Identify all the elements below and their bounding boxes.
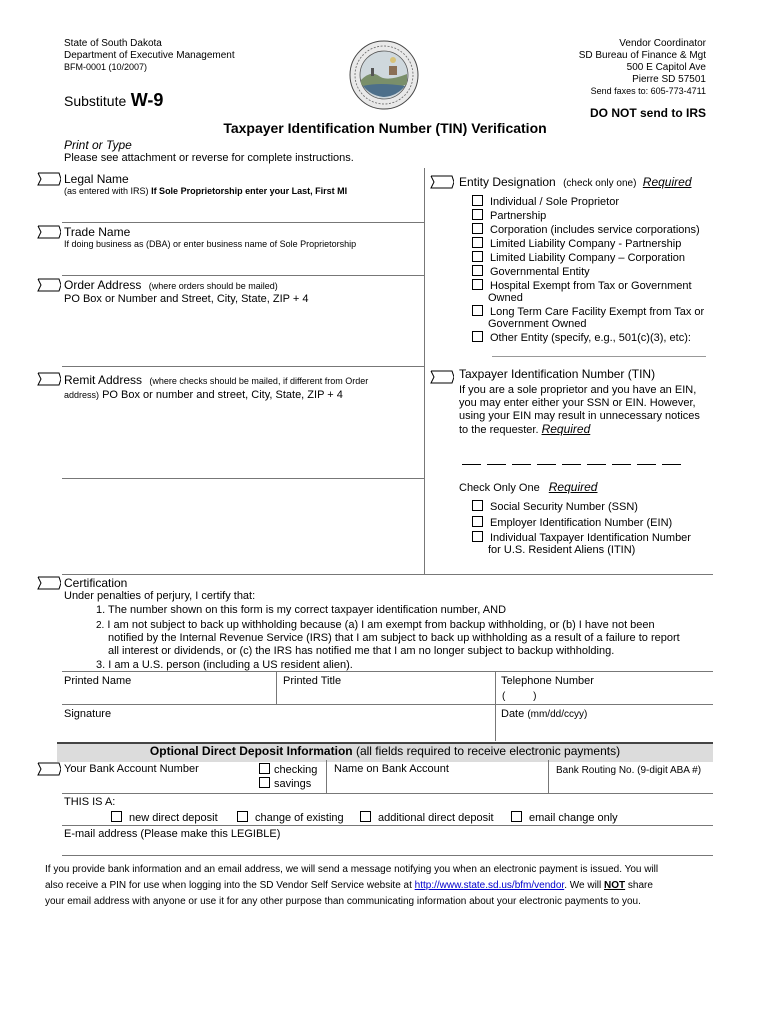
deposit-type-new[interactable]: new direct deposit (111, 811, 218, 825)
footer-line: If you provide bank information and an email address, we will send a message notifying you when an electronic payment is issued. You will (45, 864, 659, 875)
arrow-marker-icon (37, 172, 61, 186)
remit-address-note: (where checks should be mailed, if different from Order (149, 376, 369, 386)
tin-type-header (459, 481, 597, 495)
this-is-a-label: THIS IS A: (64, 796, 116, 808)
other-entity-specify-line[interactable] (492, 356, 706, 357)
instructions-note: Please see attachment or reverse for complete instructions. (64, 152, 354, 164)
tin-option-ssn[interactable]: Social Security Number (SSN) (472, 500, 638, 514)
certification-item-3: 3. I am a U.S. person (including a US resident alien). (96, 659, 353, 671)
checkbox[interactable] (472, 279, 483, 290)
remit-address-hint-row (64, 389, 343, 402)
signature-field[interactable] (64, 722, 490, 740)
certification-label: Certification (64, 576, 128, 590)
tin-instruction-line: If you are a sole proprietor and you have an EIN, (459, 384, 697, 396)
printed-name-label: Printed Name (64, 675, 132, 687)
checkbox[interactable] (472, 531, 483, 542)
entity-required-label: Required (642, 175, 692, 189)
email-field[interactable] (64, 842, 710, 854)
entity-option-llc-partnership[interactable]: Limited Liability Company - Partnership (472, 237, 681, 251)
arrow-marker-icon (430, 175, 454, 189)
printed-name-field[interactable] (64, 689, 272, 703)
printed-title-label: Printed Title (283, 675, 342, 687)
check-only-one-label: Check Only One (459, 482, 540, 494)
footer-line: also receive a PIN for use when logging into the SD Vendor Self Service website at http://www.state.sd.us/bfm/vendor. We will NOT share (45, 880, 653, 891)
telephone-label: Telephone Number (501, 675, 594, 687)
date-label-row (501, 708, 587, 721)
entity-option-llc-corporation[interactable]: Limited Liability Company – Corporation (472, 251, 685, 265)
certification-item-2-cont: notified by the Internal Revenue Service (IRS) that I am subject to back up withholding as a result of a failure to report (108, 632, 680, 644)
name-on-account-field[interactable] (334, 777, 544, 791)
trade-name-field[interactable] (64, 250, 422, 274)
legal-name-hint (64, 186, 347, 196)
order-address-field[interactable] (64, 308, 422, 364)
tin-instruction-line: you may enter either your SSN or EIN. However, (459, 397, 696, 409)
remit-address-hint: PO Box or number and street, City, State, ZIP + 4 (102, 389, 343, 401)
arrow-marker-icon (37, 762, 61, 776)
deposit-type-email-change[interactable]: email change only (511, 811, 618, 825)
legal-name-label: Legal Name (64, 172, 129, 186)
address-line: SD Bureau of Finance & Mgt (578, 50, 706, 61)
remit-address-label: Remit Address (64, 373, 143, 387)
email-label: E-mail address (Please make this LEGIBLE) (64, 828, 281, 840)
agency-block (64, 38, 304, 72)
address-line: 500 E Capitol Ave (626, 62, 706, 73)
deposit-type-change[interactable]: change of existing (237, 811, 344, 825)
checkbox[interactable] (472, 265, 483, 276)
form-identifier (64, 90, 163, 111)
order-address-note: (where orders should be mailed) (148, 281, 278, 291)
checkbox[interactable] (472, 251, 483, 262)
legal-name-hint-bold: If Sole Proprietorship enter your Last, First MI (151, 186, 348, 196)
trade-name-hint: If doing business as (DBA) or enter business name of Sole Proprietorship (64, 239, 357, 249)
entity-option-hospital[interactable]: Hospital Exempt from Tax or Government (472, 279, 692, 293)
vendor-coordinator-address (520, 38, 706, 96)
remit-address-field[interactable] (64, 405, 422, 475)
certification-item-1: 1. The number shown on this form is my correct taxpayer identification number, AND (96, 604, 507, 616)
arrow-marker-icon (37, 576, 61, 590)
arrow-marker-icon (37, 278, 61, 292)
account-type-savings[interactable]: savings (259, 777, 311, 791)
legal-name-hint-plain: (as entered with IRS) (64, 186, 149, 196)
entity-designation-header (459, 175, 692, 190)
certification-item-2: 2. I am not subject to back up withholding because (a) I am exempt from backup withholding, or (b) I have not been (96, 619, 655, 631)
tin-digit-entry[interactable] (462, 452, 687, 470)
state-seal-logo (349, 40, 419, 110)
checkbox[interactable] (259, 763, 270, 774)
bank-account-label: Your Bank Account Number (64, 763, 199, 775)
arrow-marker-icon (37, 372, 61, 386)
print-or-type: Print or Type (64, 138, 132, 152)
agency-department: Department of Executive Management (64, 50, 235, 61)
checkbox[interactable] (511, 811, 522, 822)
tin-option-ein[interactable]: Employer Identification Number (EIN) (472, 516, 672, 530)
address-line: Vendor Coordinator (619, 38, 706, 49)
tin-option-itin[interactable]: Individual Taxpayer Identification Number (472, 531, 691, 545)
checkbox[interactable] (472, 500, 483, 511)
fax-number: Send faxes to: 605-773-4711 (590, 86, 706, 96)
remit-address-note-cont: address) (64, 390, 100, 400)
entity-option-long-term-care-cont: Government Owned (488, 318, 587, 330)
routing-number-label: Bank Routing No. (9-digit ABA #) (556, 765, 702, 776)
checkbox[interactable] (472, 237, 483, 248)
checkbox[interactable] (259, 777, 270, 788)
date-format-hint: (mm/dd/ccyy) (527, 709, 588, 720)
tin-instruction-line: to the requester. (459, 424, 539, 436)
footer-notice (45, 862, 735, 910)
order-address-hint: PO Box or Number and Street, City, State, ZIP + 4 (64, 293, 309, 305)
entity-designation-label: Entity Designation (459, 175, 556, 189)
do-not-send-notice: DO NOT send to IRS (589, 106, 706, 120)
checkbox[interactable] (472, 516, 483, 527)
entity-option-corporation[interactable]: Corporation (includes service corporations) (472, 223, 700, 237)
order-address-label: Order Address (64, 278, 142, 292)
checkbox[interactable] (111, 811, 122, 822)
address-line: Pierre SD 57501 (632, 74, 706, 85)
deposit-type-additional[interactable]: additional direct deposit (360, 811, 494, 825)
footer-line: your email address with anyone or use it for any other purpose than communicating information about your electronic payments to you. (45, 896, 641, 907)
telephone-field[interactable]: ( ) (502, 691, 537, 702)
bank-account-field[interactable] (64, 777, 254, 791)
routing-number-field[interactable] (556, 777, 708, 791)
tin-instruction-line: using your EIN may result in unnecessary notices (459, 410, 700, 422)
remit-address-label-row (64, 373, 368, 387)
signature-label: Signature (64, 708, 112, 720)
tin-option-itin-cont: for U.S. Resident Aliens (ITIN) (488, 544, 636, 556)
w9-label: W-9 (130, 90, 164, 110)
checkbox[interactable] (360, 811, 371, 822)
direct-deposit-title-note: (all fields required to receive electronic payments) (355, 744, 621, 758)
entity-option-individual[interactable]: Individual / Sole Proprietor (472, 195, 619, 209)
date-field[interactable] (501, 722, 709, 740)
arrow-marker-icon (37, 225, 61, 239)
checkbox[interactable] (472, 305, 483, 316)
checkbox[interactable] (237, 811, 248, 822)
date-label: Date (501, 708, 525, 720)
vendor-self-service-link[interactable]: http://www.state.sd.us/bfm/vendor (414, 880, 565, 891)
entity-option-partnership[interactable]: Partnership (472, 209, 546, 223)
page-title: Taxpayer Identification Number (TIN) Verification (223, 120, 547, 136)
entity-option-governmental[interactable]: Governmental Entity (472, 265, 590, 279)
not-emphasis: NOT (604, 880, 626, 891)
arrow-marker-icon (430, 370, 454, 384)
printed-title-field[interactable] (283, 689, 491, 703)
account-type-checking[interactable]: checking (259, 763, 317, 777)
legal-name-field[interactable] (64, 196, 422, 221)
tin-type-required-label: Required (548, 480, 598, 494)
trade-name-label: Trade Name (64, 225, 131, 239)
entity-option-hospital-cont: Owned (488, 292, 523, 304)
tin-label: Taxpayer Identification Number (TIN) (459, 367, 656, 381)
substitute-label: Substitute (64, 93, 127, 109)
checkbox[interactable] (472, 195, 483, 206)
tin-required-label: Required (541, 422, 591, 436)
checkbox[interactable] (472, 331, 483, 342)
direct-deposit-title (57, 744, 713, 758)
name-on-account-label: Name on Bank Account (334, 763, 449, 775)
checkbox[interactable] (472, 209, 483, 220)
entity-option-long-term-care[interactable]: Long Term Care Facility Exempt from Tax or (472, 305, 704, 319)
certification-intro: Under penalties of perjury, I certify that: (64, 590, 256, 602)
certification-item-2-cont: all interest or dividends, or (c) the IRS has notified me that I am no longer subject to backup withholding. (108, 645, 615, 657)
agency-state: State of South Dakota (64, 38, 162, 49)
direct-deposit-title-bold: Optional Direct Deposit Information (149, 744, 353, 758)
tin-instructions (459, 384, 719, 437)
entity-designation-note: (check only one) (563, 178, 637, 189)
entity-option-other[interactable]: Other Entity (specify, e.g., 501(c)(3), etc): (472, 331, 691, 345)
order-address-label-row (64, 278, 278, 292)
form-number: BFM-0001 (10/2007) (64, 62, 148, 72)
checkbox[interactable] (472, 223, 483, 234)
